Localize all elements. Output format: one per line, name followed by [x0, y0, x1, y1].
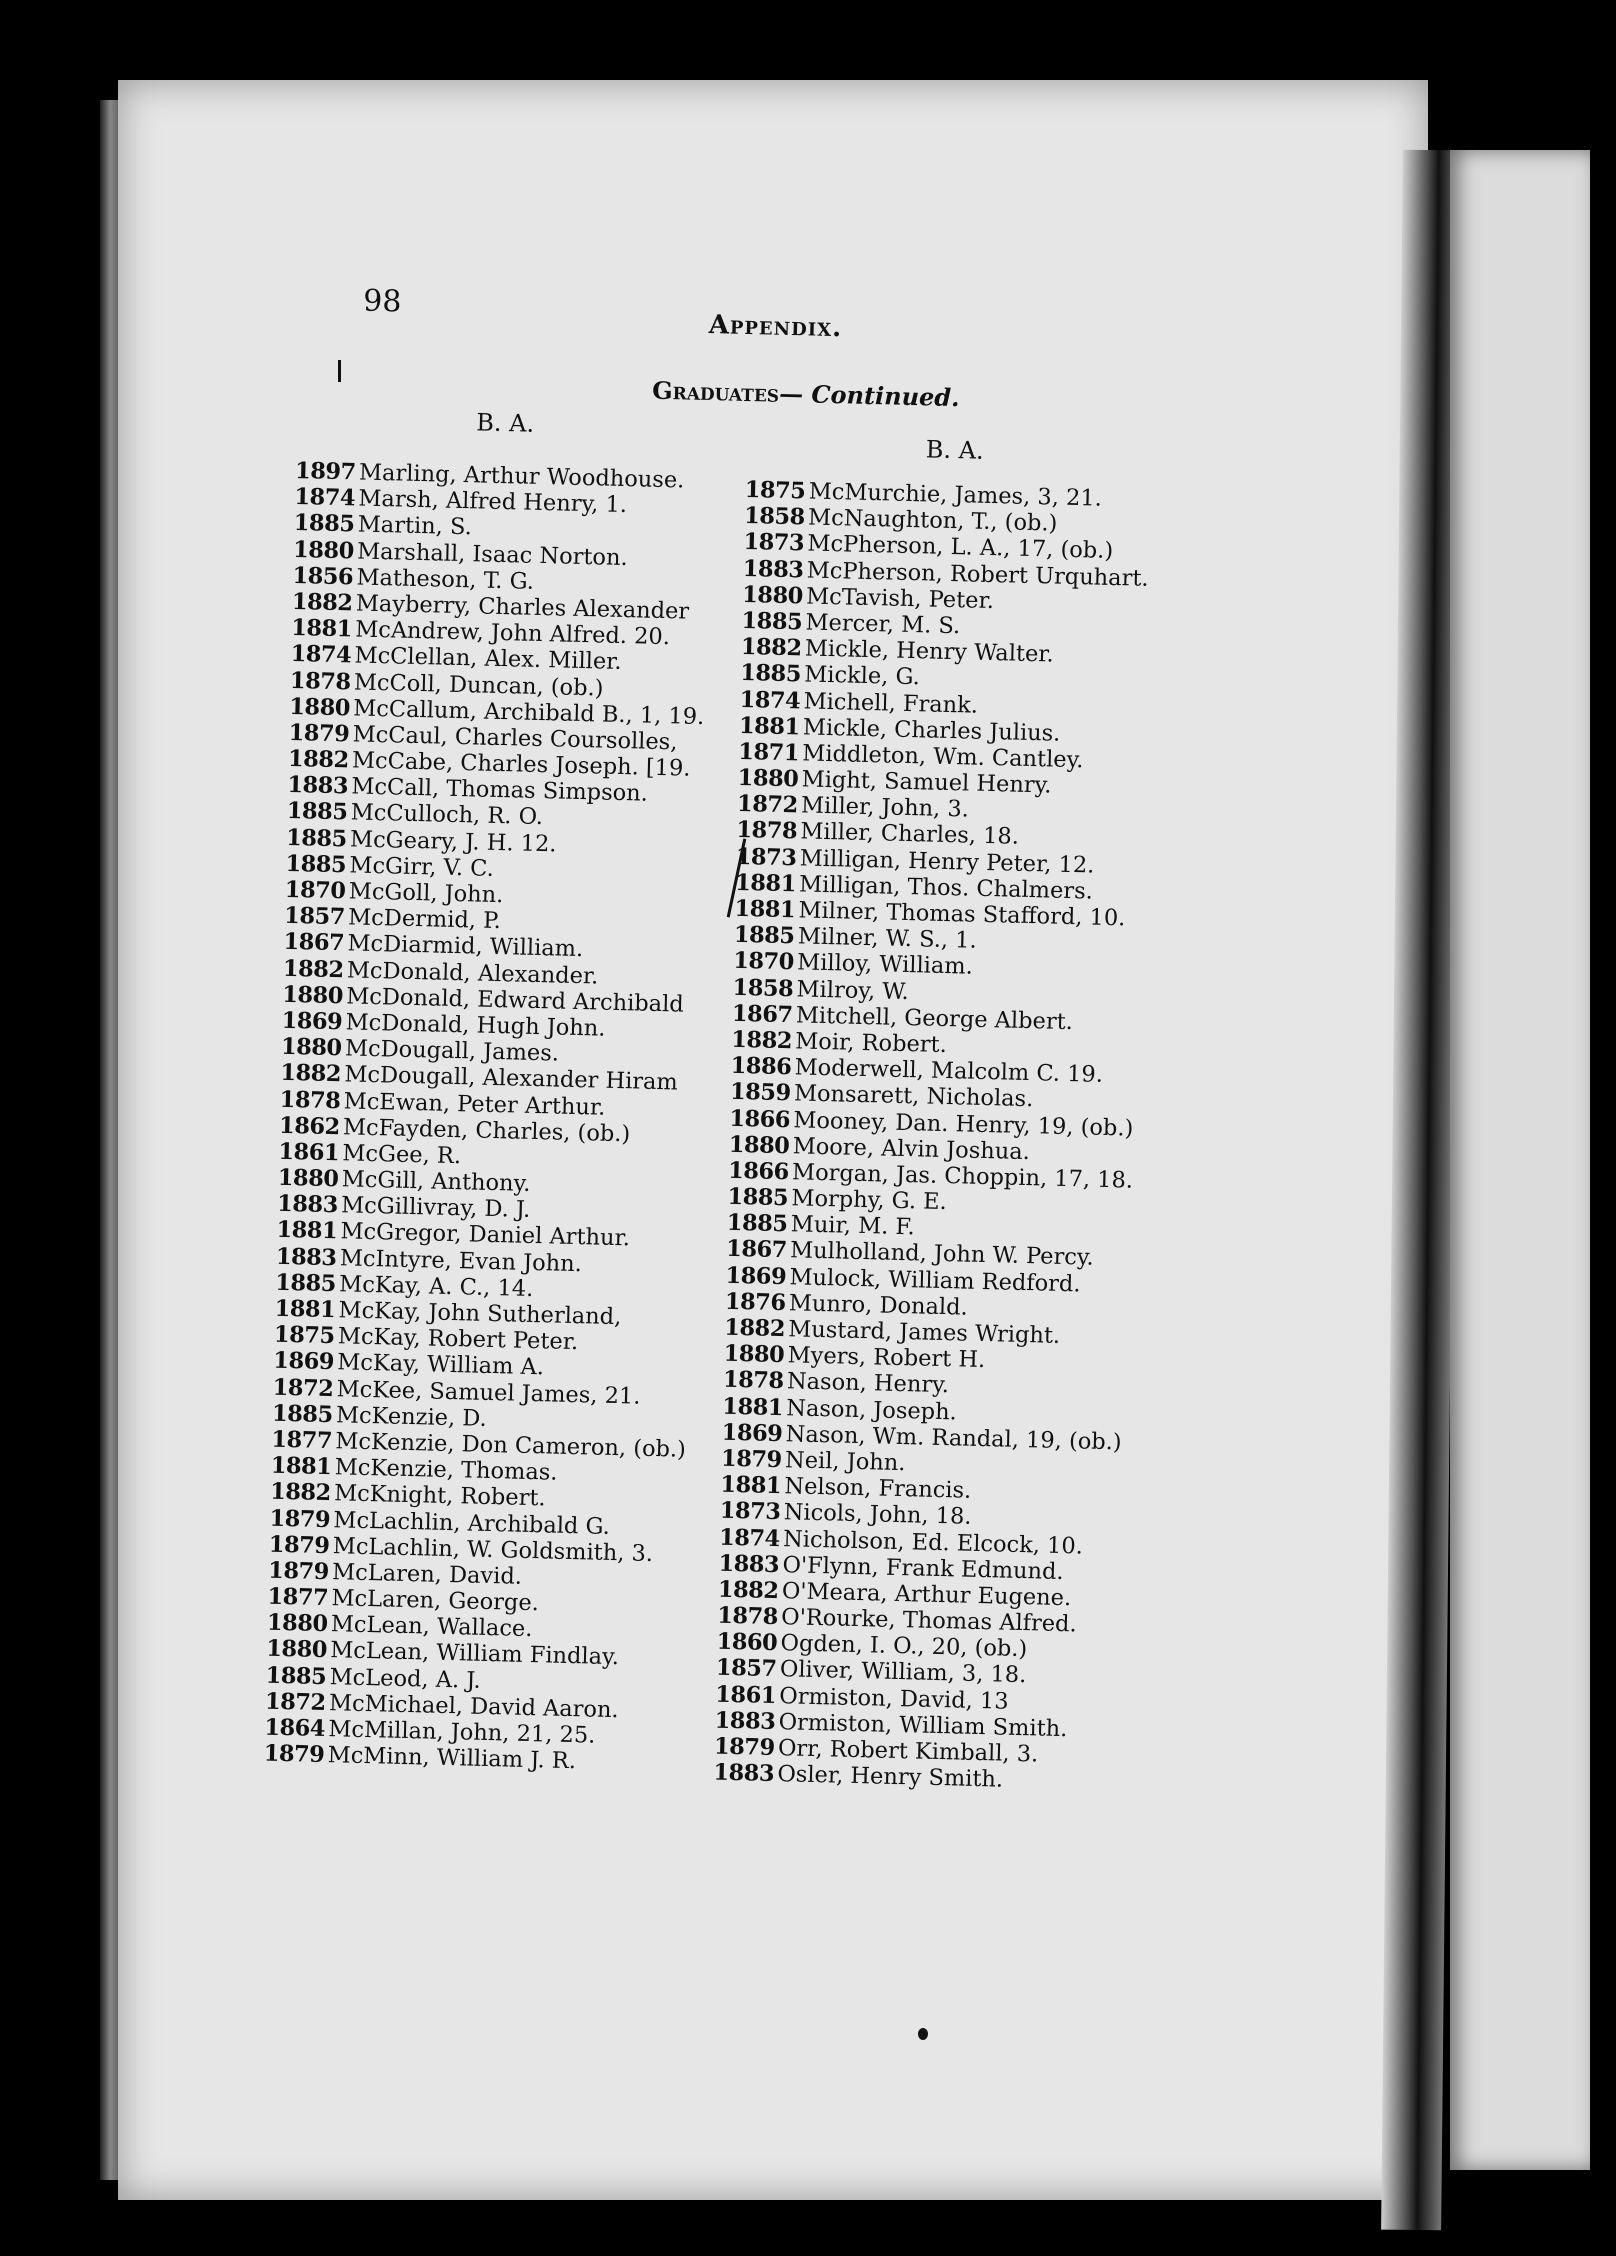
graduate-name: Morgan, Jas. Choppin, 17, 18. — [791, 1159, 1134, 1194]
graduate-name: Mayberry, Charles Alexander — [355, 590, 690, 625]
graduate-name: McCaul, Charles Coursolles, — [352, 721, 678, 756]
graduation-year: 1858 — [732, 974, 794, 1002]
graduate-name: McDiarmid, William. — [347, 930, 584, 963]
graduate-name: McGregor, Daniel Arthur. — [340, 1218, 631, 1252]
graduation-year: 1866 — [729, 1105, 791, 1133]
graduation-year: 1879 — [288, 719, 350, 748]
graduate-name: McCabe, Charles Joseph. [19. — [351, 747, 691, 782]
graduate-name: Mulock, William Redford. — [789, 1263, 1081, 1297]
graduation-year: 1885 — [726, 1209, 788, 1238]
graduate-name: McGillivray, D. J. — [340, 1192, 531, 1224]
graduation-year: 1878 — [736, 817, 798, 845]
graduate-name: Miller, Charles, 18. — [800, 818, 1020, 851]
graduation-year: 1867 — [731, 1000, 793, 1029]
graduation-year: 1883 — [718, 1550, 780, 1578]
graduation-year: 1874 — [718, 1524, 781, 1552]
graduation-year: 1875 — [744, 476, 806, 505]
graduate-name: Orr, Robert Kimball, 3. — [777, 1735, 1039, 1768]
graduation-year: 1881 — [270, 1452, 332, 1481]
graduation-year: 1881 — [738, 712, 800, 741]
graduate-name: McMichael, David Aaron. — [328, 1689, 619, 1724]
graduation-year: 1885 — [286, 798, 348, 826]
graduation-year: 1880 — [728, 1131, 790, 1159]
graduate-name: McDougall, James. — [344, 1035, 560, 1067]
graduate-name: McPherson, L. A., 17, (ob.) — [807, 530, 1114, 565]
graduation-year: 1881 — [734, 869, 797, 898]
graduate-name: Nicols, John, 18. — [783, 1499, 972, 1531]
graduate-name: Muir, M. F. — [790, 1211, 916, 1241]
running-head: Appendix. — [708, 310, 843, 344]
graduate-name: Nason, Wm. Randal, 19, (ob.) — [785, 1420, 1122, 1456]
graduation-year: 1878 — [716, 1602, 779, 1631]
graduation-year: 1874 — [290, 641, 352, 669]
graduation-year: 1883 — [714, 1707, 776, 1735]
graduate-name: McCulloch, R. O. — [350, 799, 544, 831]
graduation-year: 1880 — [737, 764, 799, 793]
graduation-year: 1881 — [274, 1295, 336, 1324]
graduate-name: Milner, W. S., 1. — [797, 923, 977, 954]
graduation-year: 1866 — [727, 1157, 790, 1186]
graduate-name: McColl, Duncan, (ob.) — [353, 668, 604, 702]
graduate-name: Moore, Alvin Joshua. — [792, 1132, 1031, 1165]
graduate-name: McAndrew, John Alfred. 20. — [354, 616, 671, 651]
graduate-name: Oliver, William, 3, 18. — [779, 1656, 1027, 1689]
graduate-name: Mustard, James Wright. — [787, 1316, 1061, 1349]
graduate-name: McEwan, Peter Arthur. — [343, 1087, 606, 1121]
graduate-name: McPherson, Robert Urquhart. — [806, 557, 1149, 592]
graduate-name: Middleton, Wm. Cantley. — [802, 740, 1084, 774]
graduate-name: Mercer, M. S. — [805, 609, 961, 640]
graduation-year: 1882 — [280, 1060, 342, 1088]
graduation-year: 1882 — [740, 634, 802, 662]
graduate-name: McDonald, Alexander. — [346, 956, 599, 990]
graduate-name: McKee, Samuel James, 21. — [336, 1375, 641, 1410]
graduate-name: McGee, R. — [342, 1140, 462, 1170]
graduation-year: 1870 — [732, 948, 795, 976]
graduate-name: McMillan, John, 21, 25. — [328, 1716, 596, 1749]
graduate-name: Mitchell, George Albert. — [795, 1002, 1074, 1035]
graduation-year: 1882 — [287, 745, 349, 774]
graduate-name: McLaren, David. — [331, 1559, 523, 1590]
graduation-year: 1882 — [269, 1478, 332, 1507]
graduation-year: 1883 — [287, 772, 349, 800]
graduation-year: 1882 — [717, 1576, 779, 1604]
graduation-year: 1883 — [276, 1190, 339, 1219]
graduate-name: Ormiston, David, 13 — [778, 1682, 1009, 1715]
graduate-name: Ormiston, William Smith. — [778, 1708, 1068, 1742]
graduate-name: Mooney, Dan. Henry, 19, (ob.) — [793, 1106, 1134, 1142]
graduation-year: 1858 — [743, 503, 806, 531]
graduation-year: 1883 — [275, 1243, 337, 1271]
graduation-year: 1882 — [723, 1314, 786, 1343]
graduation-year: 1873 — [743, 529, 805, 557]
graduation-year: 1878 — [289, 667, 351, 695]
section-heading — [652, 376, 960, 413]
graduation-year: 1879 — [713, 1733, 775, 1762]
graduate-name: McCallum, Archibald B., 1, 19. — [352, 695, 705, 730]
graduation-year: 1870 — [284, 876, 346, 905]
graduate-name: Marshall, Isaac Norton. — [356, 538, 628, 571]
graduate-name: Munro, Donald. — [788, 1290, 969, 1321]
graduation-year: 1881 — [720, 1471, 782, 1500]
graduate-name: McKay, William A. — [336, 1349, 545, 1381]
left-column-heading: B. A. — [475, 408, 535, 438]
graduation-year: 1876 — [724, 1288, 786, 1316]
graduation-year: 1872 — [736, 791, 799, 819]
graduation-year: 1882 — [282, 955, 344, 983]
section-title: Graduates — [651, 375, 780, 408]
graduate-name: McKenzie, Don Cameron, (ob.) — [335, 1428, 687, 1463]
graduation-year: 1869 — [281, 1007, 343, 1036]
graduate-name: McKenzie, D. — [335, 1401, 488, 1432]
graduation-year: 1885 — [271, 1400, 333, 1428]
ink-speck — [918, 2028, 928, 2040]
graduation-year: 1882 — [291, 588, 353, 617]
graduation-year: 1880 — [281, 981, 344, 1010]
graduation-year: 1880 — [265, 1636, 328, 1664]
graduate-name: McKenzie, Thomas. — [334, 1454, 558, 1486]
graduation-year: 1880 — [723, 1340, 785, 1369]
graduation-year: 1885 — [293, 510, 355, 538]
graduation-year: 1869 — [721, 1419, 783, 1447]
graduate-name: McLean, Wallace. — [330, 1611, 533, 1643]
graduate-name: McFayden, Charles, (ob.) — [342, 1113, 631, 1148]
graduation-year: 1867 — [725, 1236, 788, 1264]
left-column-list — [263, 458, 735, 1778]
graduate-name: Mickle, Henry Walter. — [804, 635, 1055, 668]
right-page-sliver — [1450, 150, 1590, 2170]
graduate-name: McLachlin, W. Goldsmith, 3. — [332, 1532, 654, 1567]
graduation-year: 1885 — [733, 921, 795, 950]
graduation-year: 1885 — [741, 607, 803, 636]
graduation-year: 1880 — [741, 581, 804, 610]
graduate-name: McGoll, John. — [348, 878, 504, 909]
graduate-name: McMinn, William J. R. — [327, 1742, 577, 1775]
graduation-year: 1875 — [273, 1321, 335, 1350]
graduation-year: 1857 — [283, 902, 346, 931]
graduation-year: 1857 — [715, 1655, 777, 1683]
graduation-year: 1877 — [271, 1426, 333, 1455]
graduation-year: 1880 — [266, 1609, 328, 1638]
section-continued: — Continued. — [778, 378, 960, 413]
graduation-year: 1867 — [283, 929, 345, 957]
graduation-year: 1885 — [727, 1183, 789, 1212]
graduation-year: 1869 — [273, 1348, 335, 1376]
graduation-year: 1861 — [715, 1681, 777, 1709]
graduate-name: Milroy, W. — [796, 975, 909, 1005]
graduate-name: Michell, Frank. — [803, 687, 979, 719]
graduation-year: 1872 — [272, 1374, 334, 1402]
graduation-year: 1881 — [290, 615, 353, 643]
graduate-name: McTavish, Peter. — [805, 583, 995, 614]
graduate-name: Miller, John, 3. — [800, 792, 970, 823]
graduate-name: McLean, William Findlay. — [329, 1637, 620, 1671]
graduation-year: 1874 — [294, 484, 356, 512]
graduate-name: Milloy, William. — [796, 949, 974, 981]
graduation-year: 1881 — [276, 1217, 338, 1245]
graduation-year: 1885 — [274, 1269, 337, 1297]
graduation-year: 1881 — [734, 895, 796, 924]
graduation-year: 1873 — [735, 843, 797, 871]
graduation-year: 1877 — [267, 1583, 329, 1612]
graduation-year: 1883 — [713, 1759, 775, 1788]
graduation-year: 1864 — [264, 1714, 326, 1743]
graduation-year: 1878 — [279, 1086, 341, 1114]
graduate-name: Milner, Thomas Stafford, 10. — [798, 897, 1126, 932]
graduate-name: McLachlin, Archibald G. — [333, 1506, 611, 1540]
graduation-year: 1859 — [729, 1079, 791, 1107]
graduate-name: McKay, A. C., 14. — [338, 1271, 534, 1302]
graduate-name: O'Flynn, Frank Edmund. — [782, 1551, 1064, 1585]
graduation-year: 1885 — [285, 850, 347, 879]
graduation-year: 1873 — [719, 1497, 781, 1526]
graduation-year: 1885 — [739, 660, 802, 688]
graduate-name: Milligan, Henry Peter, 12. — [799, 845, 1095, 879]
graduate-name: Milligan, Thos. Chalmers. — [798, 871, 1094, 905]
graduation-year: 1869 — [725, 1262, 787, 1290]
graduate-name: Marsh, Alfred Henry, 1. — [358, 485, 628, 519]
page-number: 98 — [362, 283, 402, 320]
graduate-name: Matheson, T. G. — [356, 564, 535, 595]
graduate-name: Martin, S. — [357, 511, 473, 541]
graduation-year: 1856 — [292, 562, 354, 591]
graduation-year: 1881 — [722, 1393, 784, 1421]
graduate-name: Nason, Joseph. — [786, 1394, 958, 1425]
graduate-name: Nelson, Francis. — [784, 1473, 972, 1504]
graduation-year: 1871 — [738, 738, 800, 767]
graduation-year: 1874 — [739, 686, 801, 714]
graduate-name: McDougall, Alexander Hiram — [344, 1061, 679, 1096]
graduate-name: McDonald, Edward Archibald — [345, 983, 685, 1018]
graduate-name: Moderwell, Malcolm C. 19. — [794, 1054, 1104, 1088]
graduation-year: 1878 — [722, 1367, 784, 1395]
graduation-year: 1885 — [285, 824, 348, 852]
graduate-name: Myers, Robert H. — [787, 1342, 986, 1374]
graduation-year: 1880 — [277, 1164, 339, 1193]
graduation-year: 1882 — [731, 1026, 793, 1055]
graduate-name: Monsarett, Nicholas. — [793, 1080, 1034, 1113]
graduation-year: 1879 — [720, 1445, 783, 1474]
graduate-name: Ogden, I. O., 20, (ob.) — [780, 1630, 1028, 1663]
graduate-name: McKnight, Robert. — [333, 1480, 546, 1512]
graduate-name: McKay, Robert Peter. — [337, 1323, 579, 1356]
graduate-name: McNaughton, T., (ob.) — [807, 504, 1058, 537]
graduate-name: Morphy, G. E. — [791, 1185, 948, 1216]
graduate-name: McGirr, V. C. — [349, 852, 495, 882]
graduate-name: O'Rourke, Thomas Alfred. — [780, 1604, 1077, 1638]
graduate-name: McLeod, A. J. — [329, 1663, 482, 1694]
graduate-name: McGill, Anthony. — [341, 1166, 531, 1197]
graduate-name: Might, Samuel Henry. — [801, 766, 1052, 799]
graduation-year: 1886 — [730, 1052, 792, 1081]
graduate-name: Osler, Henry Smith. — [777, 1761, 1004, 1793]
graduation-year: 1862 — [278, 1112, 341, 1140]
graduate-name: O'Meara, Arthur Eugene. — [781, 1578, 1072, 1612]
graduate-name: Mickle, Charles Julius. — [802, 714, 1061, 747]
graduation-year: 1872 — [264, 1688, 326, 1716]
graduate-name: Mickle, G. — [803, 661, 921, 691]
graduate-name: Marling, Arthur Woodhouse. — [358, 459, 685, 494]
graduate-name: Nicholson, Ed. Elcock, 10. — [782, 1525, 1084, 1560]
right-column-heading: B. A. — [925, 435, 984, 465]
graduate-name: Moir, Robert. — [794, 1028, 948, 1058]
graduation-year: 1879 — [269, 1505, 331, 1533]
graduate-name: McDonald, Hugh John. — [345, 1009, 606, 1042]
graduate-name: Neil, John. — [784, 1447, 906, 1477]
right-column-list — [713, 477, 1185, 1797]
graduate-name: Mulholland, John W. Percy. — [789, 1237, 1095, 1272]
graduation-year: 1879 — [263, 1740, 325, 1769]
graduate-name: McDermid, P. — [347, 904, 502, 935]
graduate-name: McKay, John Sutherland, — [338, 1297, 622, 1331]
graduation-year: 1879 — [268, 1531, 330, 1559]
graduation-year: 1880 — [289, 693, 351, 722]
graduate-name: McMurchie, James, 3, 21. — [808, 478, 1103, 512]
graduate-name: McIntyre, Evan John. — [339, 1244, 583, 1277]
graduate-name: McCall, Thomas Simpson. — [351, 773, 649, 807]
graduation-year: 1883 — [742, 555, 804, 583]
graduation-year: 1861 — [278, 1138, 340, 1167]
graduation-year: 1880 — [292, 536, 355, 564]
graduation-year: 1885 — [265, 1662, 327, 1690]
graduate-name: McGeary, J. H. 12. — [349, 826, 557, 858]
graduate-name: McLaren, George. — [331, 1585, 540, 1617]
page-content — [261, 270, 1239, 1872]
graduate-name: Nason, Henry. — [786, 1368, 950, 1399]
graduate-name: McClellan, Alex. Miller. — [354, 642, 622, 676]
graduation-year: 1860 — [716, 1628, 778, 1657]
graduation-year: 1897 — [294, 457, 357, 486]
graduation-year: 1879 — [267, 1557, 330, 1585]
graduation-year: 1880 — [280, 1033, 342, 1062]
